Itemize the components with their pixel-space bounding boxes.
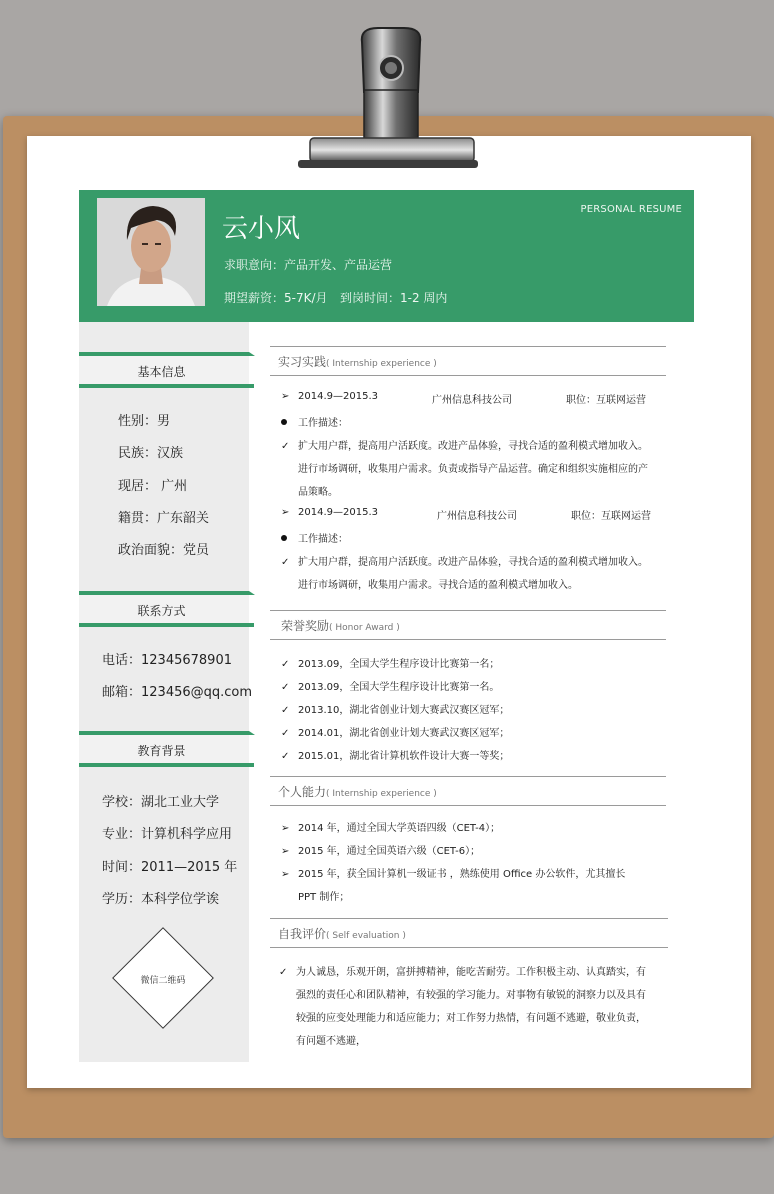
self-eval-line: 有问题不逃避，	[296, 1036, 366, 1047]
section-self-eval: 自我评价( Self evaluation )	[270, 918, 668, 948]
section-ability: 个人能力( Internship experience )	[270, 776, 666, 806]
profile-photo	[97, 198, 205, 306]
binder-clip-icon	[0, 0, 774, 180]
section-honor: 荣誉奖励( Honor Award )	[270, 610, 666, 640]
native-place: 籍贯：广东韶关	[118, 511, 210, 526]
wechat-qr-label: 微信二维码	[140, 976, 186, 986]
ability-item: ➢ 2015 年，获全国计算机一级证书 ，熟练使用 Office 办公软件，尤其擅长	[281, 869, 626, 880]
study-time: 时间：2011—2015 年	[102, 860, 238, 875]
residence: 现居： 广州	[118, 479, 188, 494]
job-2-company: 广州信息科技公司	[437, 511, 517, 522]
self-eval-line: 强烈的责任心和团队精神，有较强的学习能力。对事物有敏锐的洞察力以及具有	[296, 990, 646, 1001]
honor-item: ✓ 2013.09，全国大学生程序设计比赛第一名；	[281, 659, 500, 670]
job-intent: 求职意向：产品开发、产品运营	[224, 258, 393, 272]
ability-item-cont: PPT 制作；	[298, 892, 350, 903]
job-2-desc-label: 工作描述：	[281, 530, 348, 545]
arrival-time: 到岗时间：1-2 周内	[340, 291, 448, 305]
personal-resume-label: PERSONAL RESUME	[580, 204, 682, 215]
job-1-line-2: 进行市场调研，收集用户需求。负责或指导产品运营。确定和组织实施相应的产	[298, 464, 648, 475]
job-1-position: 职位：互联网运营	[566, 395, 646, 406]
job-2-summary: ➢ 2014.9—2015.3	[281, 507, 378, 518]
email: 邮箱：123456@qq.com	[102, 685, 253, 700]
contact-heading: 联系方式	[79, 591, 254, 627]
applicant-name: 云小风	[222, 214, 301, 244]
major: 专业：计算机科学应用	[102, 827, 233, 842]
school: 学校：湖北工业大学	[102, 795, 220, 810]
expected-salary: 期望薪资：5-7K/月	[224, 291, 328, 305]
phone: 电话：12345678901	[102, 653, 232, 668]
job-1-summary: ➢ 2014.9—2015.3	[281, 391, 378, 402]
job-1-company: 广州信息科技公司	[432, 395, 512, 406]
honor-item: ✓ 2013.09，全国大学生程序设计比赛第一名。	[281, 682, 500, 693]
section-internship: 实习实践( Internship experience )	[270, 346, 666, 376]
job-2-line-1: ✓ 扩大用户群，提高用户活跃度。改进产品体验，寻找合适的盈利模式增加收入。	[281, 557, 648, 568]
self-eval-line: ✓ 为人诚恳，乐观开朗，富拼搏精神，能吃苦耐劳。工作积极主动、认真踏实，有	[279, 967, 646, 978]
job-2-line-2: 进行市场调研，收集用户需求。寻找合适的盈利模式增加收入。	[298, 580, 578, 591]
job-1-line-1: ✓ 扩大用户群，提高用户活跃度。改进产品体验，寻找合适的盈利模式增加收入。	[281, 441, 648, 452]
honor-item: ✓ 2014.01，湖北省创业计划大赛武汉赛区冠军；	[281, 728, 510, 739]
gender: 性别：男	[118, 414, 171, 429]
ethnicity: 民族：汉族	[118, 446, 184, 461]
education-heading: 教育背景	[79, 731, 254, 767]
honor-item: ✓ 2015.01，湖北省计算机软件设计大赛一等奖；	[281, 751, 510, 762]
person-portrait-icon	[97, 198, 205, 306]
degree: 学历：本科学位学诶	[102, 892, 220, 907]
ability-item: ➢ 2014 年，通过全国大学英语四级（CET-4）；	[281, 823, 501, 834]
basic-info-heading: 基本信息	[79, 352, 254, 388]
job-2-position: 职位：互联网运营	[571, 511, 651, 522]
honor-item: ✓ 2013.10，湖北省创业计划大赛武汉赛区冠军；	[281, 705, 510, 716]
job-1-desc-label: 工作描述：	[281, 414, 348, 429]
political-status: 政治面貌：党员	[118, 543, 210, 558]
self-eval-line: 较强的应变处理能力和适应能力；对工作努力热情，有问题不逃避，敬业负责，	[296, 1013, 646, 1024]
job-1-line-3: 品策略。	[298, 487, 338, 498]
ability-item: ➢ 2015 年，通过全国英语六级（CET-6）；	[281, 846, 481, 857]
